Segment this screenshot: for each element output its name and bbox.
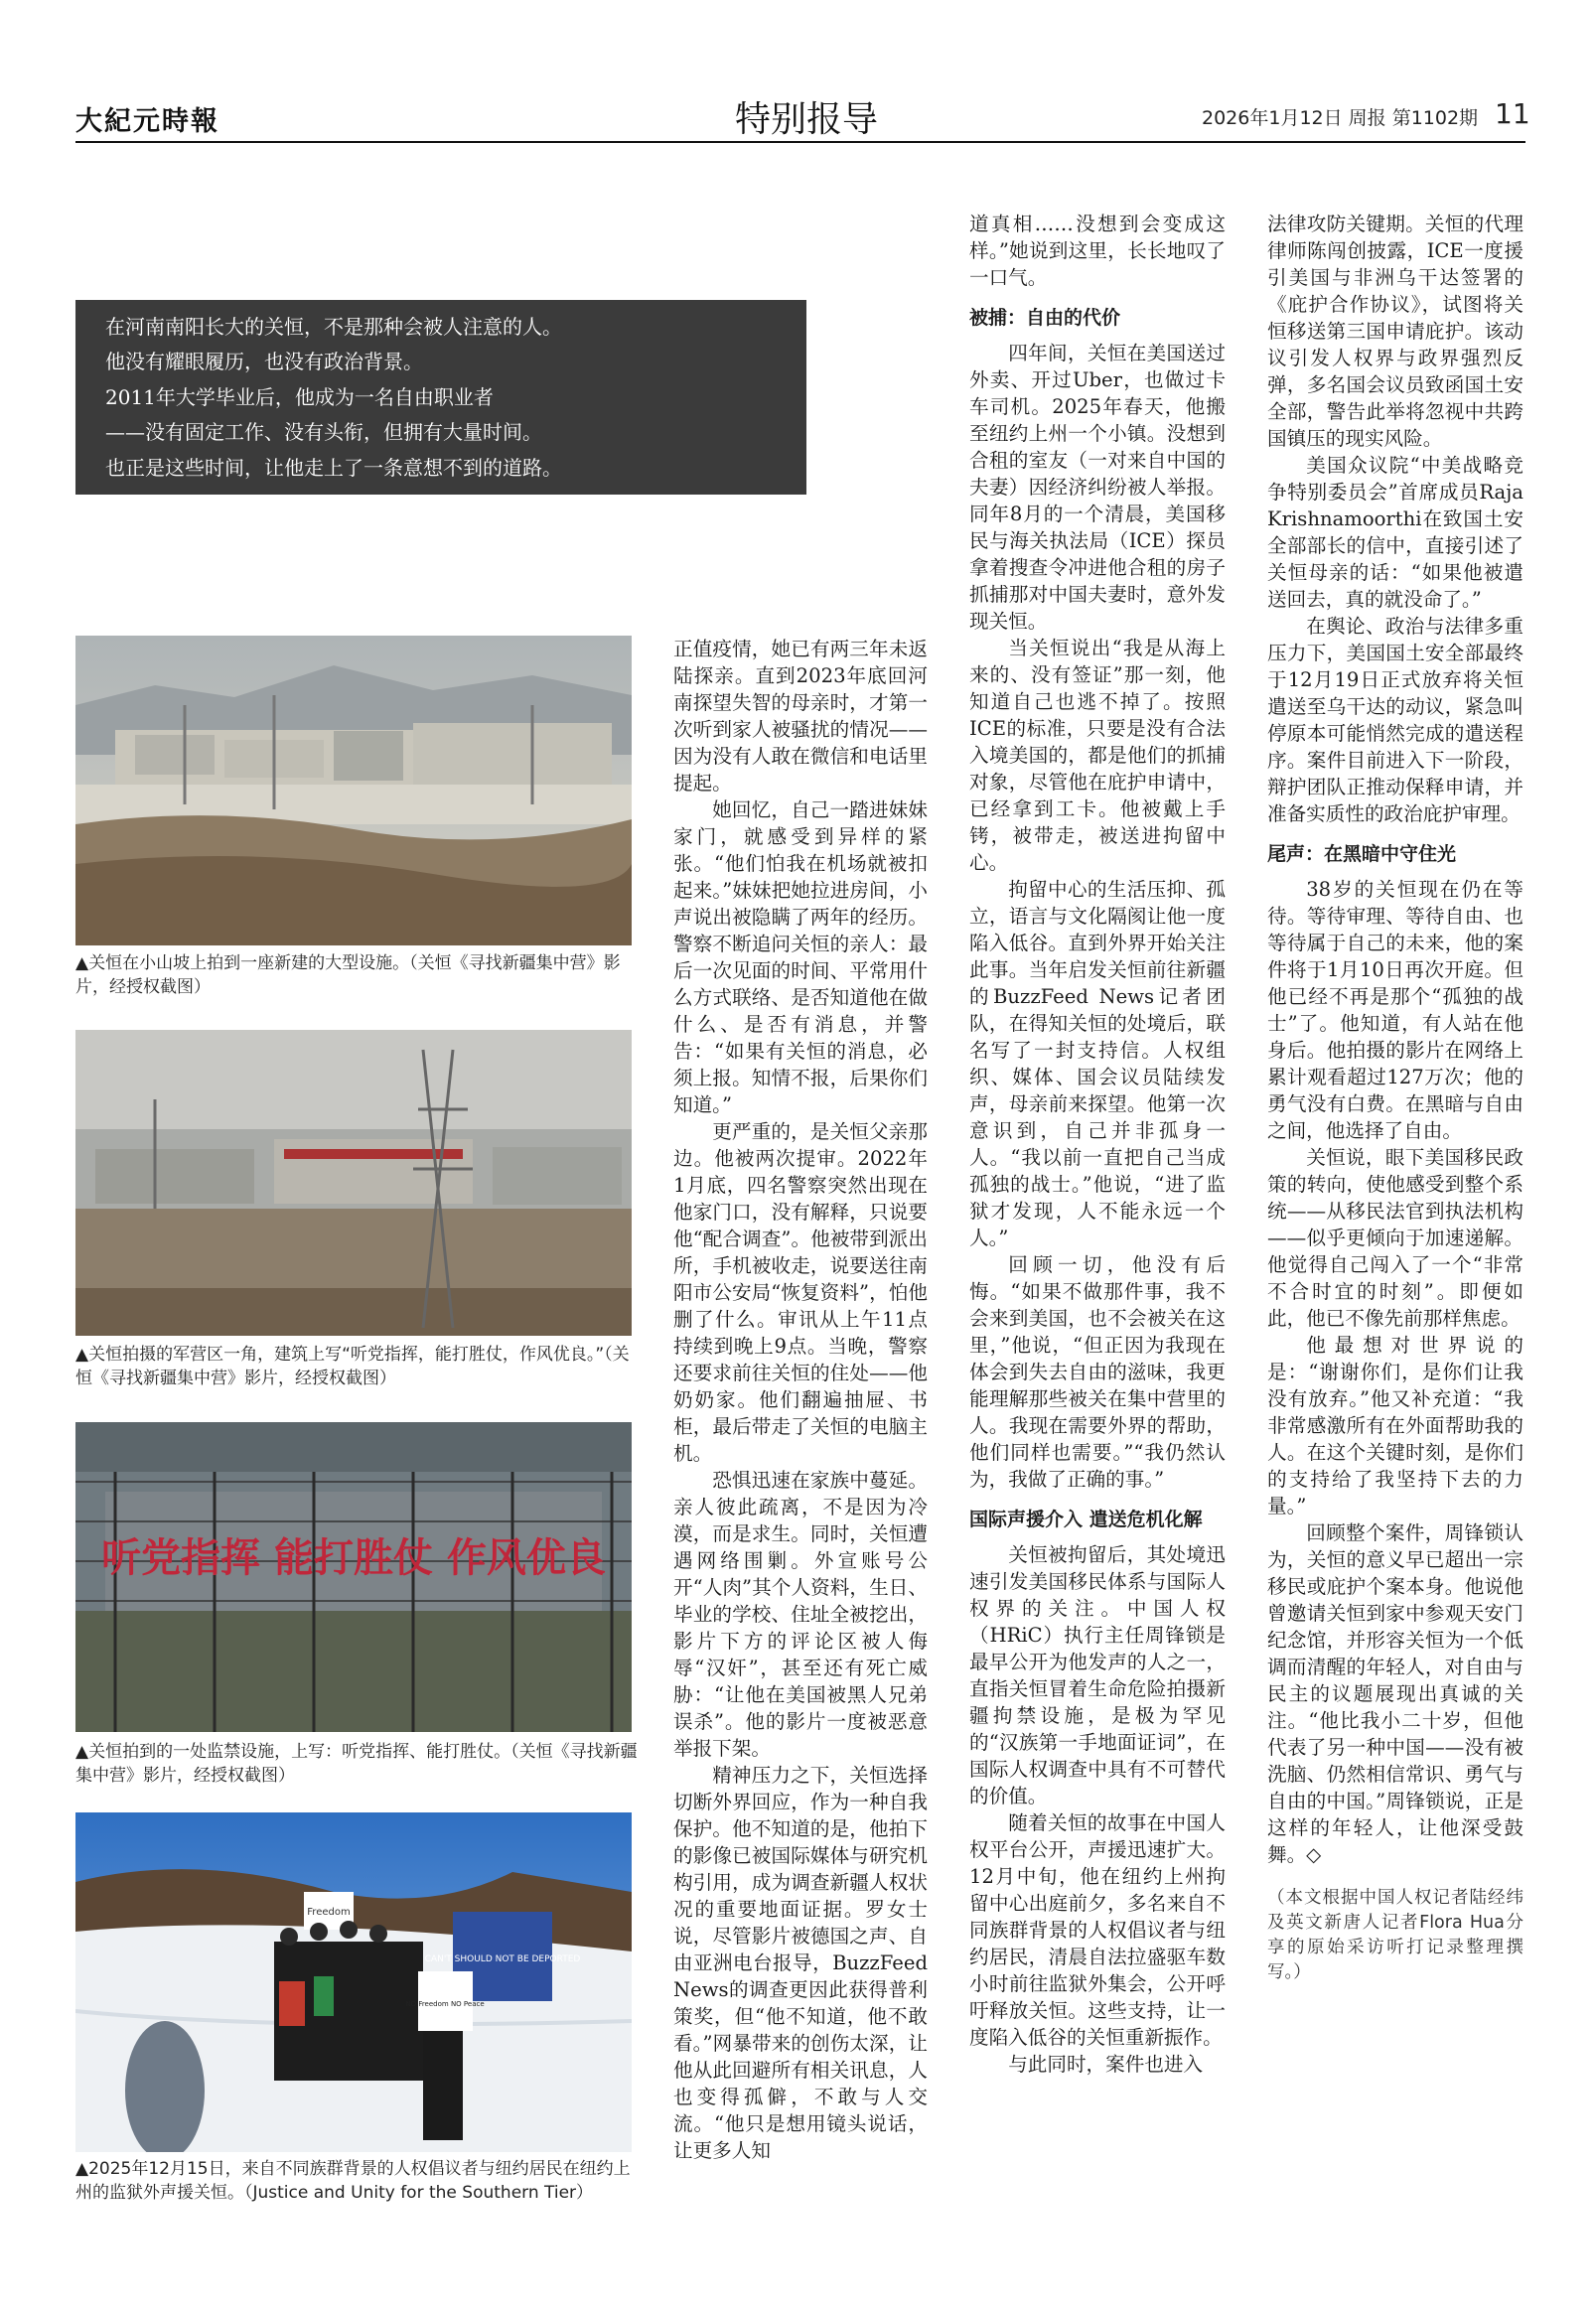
lead-line: 也正是这些时间，让他走上了一条意想不到的道路。 — [105, 455, 562, 480]
article-paragraph: 他最想对世界说的是：“谢谢你们，是你们让我没有放弃。”他又补充道：“我非常感激所有在外面帮助我的人。在这个关键时刻，是你们的支持给了我坚持下去的力量。” — [1267, 1334, 1523, 1517]
article-paragraph: 更严重的，是关恒父亲那边。他被两次提审。2022年1月底，四名警察突然出现在他家门口，没有解释，只说要他“配合调查”。他被带到派出所，手机被收走，说要送往南阳市公安局“恢复资料”，怕他删了什么。审讯从上午11点持续到晚上9点。当晚，警察还要求前往关恒的住处——他奶奶家。他们翻遍抽屉、书柜，最后带走了关恒的电脑主机。 — [673, 1120, 928, 1465]
facility-photo — [75, 636, 632, 945]
article-column-4 — [1267, 211, 1523, 1985]
article-paragraph: 精神压力之下，关恒选择切断外界回应，作为一种自我保护。他不知道的是，他拍下的影像已被国际媒体与研究机构引用，成为调查新疆人权状况的重要地面证据。罗女士说，尽管影片被德国之声、自由亚洲电台报导，BuzzFeed News的调查更因此获得普利策奖，但“他不知道，他不敢看。”网暴带来的创伤太深，让他从此回避所有相关讯息，人也变得孤僻，不敢与人交流。“他只是想用镜头说话，让更多人知 — [673, 1764, 928, 2162]
article-paragraph: 当关恒说出“我是从海上来的、没有签证”那一刻，他知道自己也逃不掉了。按照ICE的标准，只要是没有合法入境美国的，都是他们的抓捕对象，尽管他在庇护申请中，已经拿到工卡。他被戴上手铐，被带走，被送进拘留中心。 — [969, 637, 1226, 874]
photo-caption: ▲关恒拍摄的军营区一角，建筑上写“听党指挥，能打胜仗，作风优良。”（关恒《寻找新疆集中营》影片，经授权截图） — [75, 1345, 630, 1388]
article-paragraph: 随着关恒的故事在中国人权平台公开，声援迅速扩大。12月中旬，他在纽约上州拘留中心出庭前夕，多名来自不同族群背景的人权倡议者与纽约居民，清晨自法拉盛驱车数小时前往监狱外集会，公开呼吁释放关恒。这些支持，让一度陷入低谷的关恒重新振作。 — [969, 1811, 1226, 2049]
page-number: 11 — [1495, 97, 1530, 130]
article-paragraph: 回顾一切，他没有后悔。“如果不做那件事，我不会来到美国，也不会被关在这里，”他说，“但正因为我现在体会到失去自由的滋味，我更能理解那些被关在集中营里的人。我现在需要外界的帮助，他们同样也需要。”“我仍然认为，我做了正确的事。” — [969, 1253, 1226, 1491]
article-paragraph: 她回忆，自己一踏进妹妹家门，就感受到异样的紧张。“他们怕我在机场就被扣起来。”妹妹把她拉进房间，小声说出被隐瞒了两年的经历。警察不断追问关恒的亲人：最后一次见面的时间、平常用什么方式联络、是否知道他在做什么、是否有消息，并警告：“如果有关恒的消息，必须上报。知情不报，后果你们知道。” — [673, 798, 928, 1116]
issue-info: 2026年1月12日 周报 第1102期 — [1202, 107, 1479, 129]
lead-line: 他没有耀眼履历，也没有政治背景。 — [105, 350, 423, 374]
article-column-3 — [969, 211, 1226, 2078]
article-column-2 — [673, 636, 928, 2164]
section-subhead: 尾声：在黑暗中守住光 — [1267, 843, 1457, 865]
header-rule — [75, 141, 1525, 143]
lead-line: ——没有固定工作、没有头衔，但拥有大量时间。 — [105, 420, 542, 445]
barracks-photo — [75, 1030, 632, 1336]
detention-photo — [75, 1422, 632, 1732]
article-paragraph: 在舆论、政治与法律多重压力下，美国国土安全部最终于12月19日正式放弃将关恒遣送至乌干达的动议，紧急叫停原本可能悄然完成的遣送程序。案件目前进入下一阶段，辩护团队正推动保释申请，并准备实质性的政治庇护审理。 — [1267, 615, 1523, 825]
banner-text: 听党指挥 能打胜仗 作风优良 — [101, 1535, 606, 1581]
article-paragraph: 与此同时，案件也进入 — [1008, 2053, 1204, 2076]
article-paragraph: 38岁的关恒现在仍在等待。等待审理、等待自由、也等待属于自己的未来，他的案件将于1月10日再次开庭。但他已经不再是那个“孤独的战士”了。他知道，有人站在他身后。他拍摄的影片在网络上累计观看超过127万次；他的勇气没有白费。在黑暗与自由之间，他选择了自由。 — [1267, 878, 1523, 1142]
section-subhead: 国际声援介入 遣送危机化解 — [969, 1509, 1203, 1530]
rally-photo — [75, 1812, 632, 2152]
article-paragraph: 道真相……没想到会变成这样。”她说到这里，长长地叹了一口气。 — [969, 213, 1226, 289]
sign-text: NO Freedom NO Peace — [405, 2000, 485, 2008]
photo-caption: ▲2025年12月15日，来自不同族群背景的人权倡议者与纽约居民在纽约上州的监狱外声援关恒。（Justice and Unity for the Southern Tier） — [75, 2159, 631, 2203]
lead-box — [75, 300, 806, 495]
article-paragraph: 四年间，关恒在美国送过外卖、开过Uber，也做过卡车司机。2025年春天，他搬至纽约上州一个小镇。没想到合租的室友（一对来自中国的夫妻）因经济纠纷被人举报。同年8月的一个清晨，美国移民与海关执法局（ICE）探员拿着搜查令冲进他合租的房子抓捕那对中国夫妻时，意外发现关恒。 — [969, 342, 1226, 633]
article-paragraph: 正值疫情，她已有两三年未返陆探亲。直到2023年底回河南探望失智的母亲时，才第一次听到家人被骚扰的情况——因为没有人敢在微信和电话里提起。 — [673, 638, 928, 794]
section-subhead: 被捕：自由的代价 — [969, 307, 1121, 329]
sign-text: Freedom — [307, 1907, 351, 1918]
article-paragraph: 回顾整个案件，周锋锁认为，关恒的意义早已超出一宗移民或庇护个案本身。他说他曾邀请关恒到家中参观天安门纪念馆，并形容关恒为一个低调而清醒的年轻人，对自由与民主的议题展现出真诚的关注。“他比我小二十岁，但他代表了另一种中国——没有被洗脑、仍然相信常识、勇气与自由的中国。”周锋锁说，正是这样的年轻人，让他深受鼓舞。◇ — [1267, 1521, 1523, 1866]
article-paragraph: 关恒被拘留后，其处境迅速引发美国移民体系与国际人权界的关注。中国人权（HRiC）执行主任周锋锁是最早公开为他发声的人之一，直指关恒冒着生命危险拍摄新疆拘禁设施，是极为罕见的“汉族第一手地面证词”，在国际人权调查中具有不可替代的价值。 — [969, 1543, 1226, 1807]
article-paragraph: 关恒说，眼下美国移民政策的转向，使他感受到整个系统——从移民法官到执法机构——似乎更倾向于加速递解。他觉得自己闯入了一个“非常不合时宜的时刻”。即便如此，他已不像先前那样焦虑。 — [1267, 1146, 1523, 1330]
article-paragraph: 恐惧迅速在家族中蔓延。亲人彼此疏离，不是因为冷漠，而是求生。同时，关恒遭遇网络围剿。外宣账号公开“人肉”其个人资料，生日、毕业的学校、住址全被挖出，影片下方的评论区被人侮辱“汉奸”，甚至还有死亡威胁：“让他在美国被黑人兄弟误杀”。他的影片一度被恶意举报下架。 — [673, 1469, 928, 1760]
lead-line: 2011年大学毕业后，他成为一名自由职业者 — [105, 384, 494, 409]
source-note: （本文根据中国人权记者陆经纬及英文新唐人记者Flora Hua分享的原始采访听打记录整理撰写。） — [1267, 1888, 1523, 1982]
article-paragraph: 拘留中心的生活压抑、孤立，语言与文化隔阂让他一度陷入低谷。直到外界开始关注此事。当年启发关恒前往新疆的BuzzFeed News记者团队，在得知关恒的处境后，联名写了一封支持信。人权组织、媒体、国会议员陆续发声，母亲前来探望。他第一次意识到，自己并非孤身一人。“我以前一直把自己当成孤独的战士。”他说，“进了监狱才发现，人不能永远一个人。” — [969, 878, 1226, 1249]
section-title: 特别报导 — [735, 99, 879, 140]
sign-text: CAN'T SHOULD NOT BE DEPORTED — [424, 1954, 581, 1964]
lead-line: 在河南南阳长大的关恒，不是那种会被人注意的人。 — [105, 315, 562, 339]
article-paragraph: 美国众议院“中美战略竞争特别委员会”首席成员Raja Krishnamoorthi在致国土安全部部长的信中，直接引述了关恒母亲的话：“如果他被遣送回去，真的就没命了。” — [1267, 454, 1523, 611]
photo-caption: ▲关恒在小山坡上拍到一座新建的大型设施。（关恒《寻找新疆集中营》影片，经授权截图） — [75, 953, 621, 997]
photo-caption: ▲关恒拍到的一处监禁设施，上写：听党指挥、能打胜仗。（关恒《寻找新疆集中营》影片，经授权截图） — [75, 1742, 638, 1786]
article-paragraph: 法律攻防关键期。关恒的代理律师陈闯创披露，ICE一度援引美国与非洲乌干达签署的《庇护合作协议》，试图将关恒移送第三国申请庇护。该动议引发人权界与政界强烈反弹，多名国会议员致函国土安全部，警告此举将忽视中共跨国镇压的现实风险。 — [1267, 213, 1523, 450]
masthead: 大紀元時報 — [75, 106, 219, 137]
